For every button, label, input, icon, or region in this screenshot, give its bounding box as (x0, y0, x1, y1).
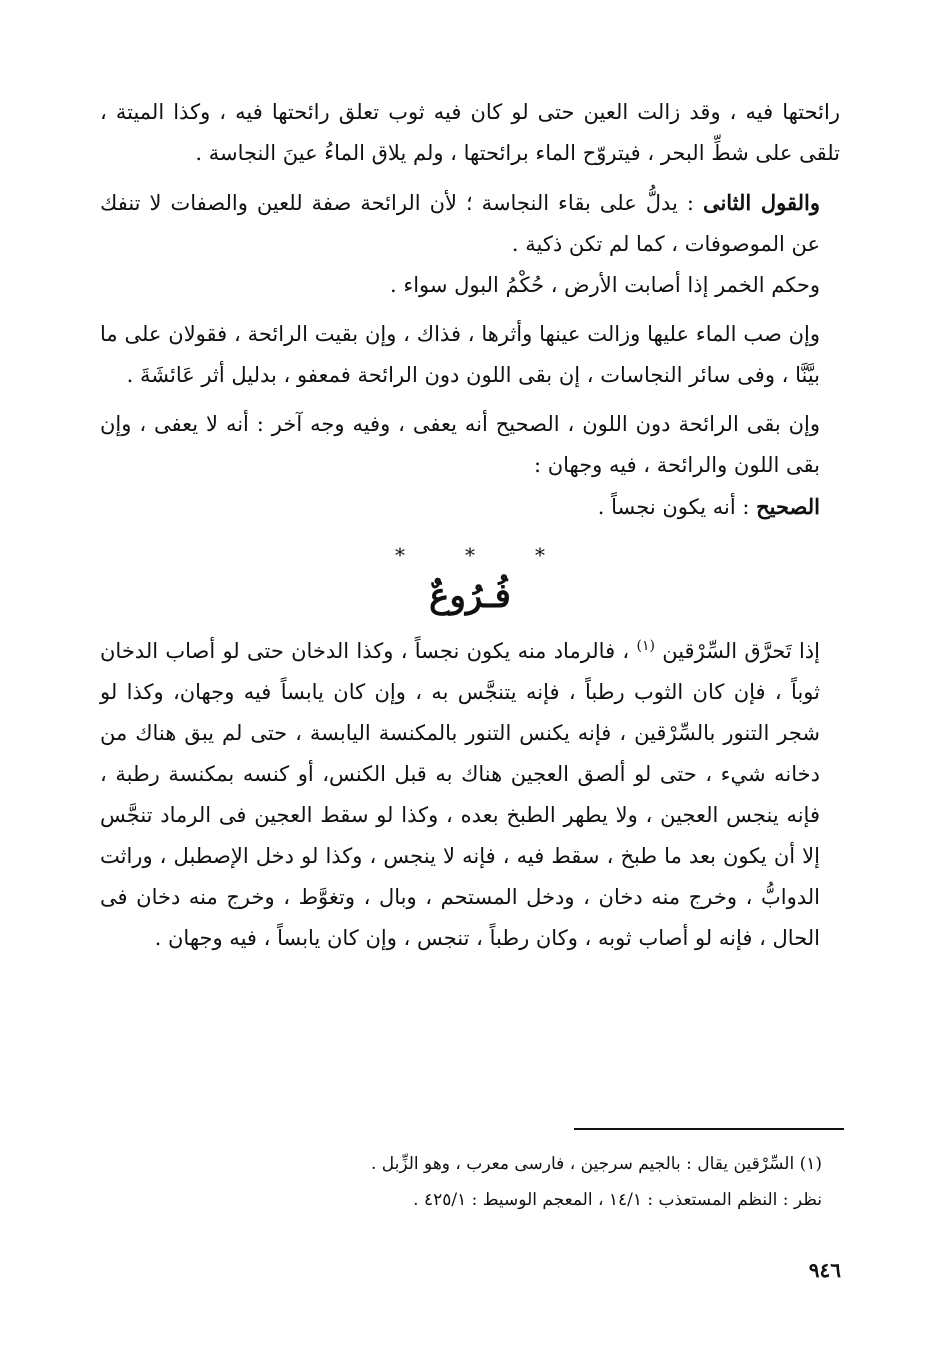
section-heading: فُـرُوعٌ (429, 576, 511, 616)
separator-star: * (395, 543, 405, 567)
furu-text-rest: ، فالرماد منه يكون نجساً ، وكذا الدخان حتى لو أصاب الدخان ثوباً ، فإن كان الثوب رطباً ، فإنه يتنجَّس به ، وإن كان يابساً فيه وجهان، وكذا لو شجر التنور بالسِّرْقين ، فإنه يكنس التنور بالمكنسة اليابسة ، حتى لم يبق هناك من دخانه شيء ، حتى لو ألصق العجين هناك به قبل الكنس، أو كنسه بمكنسة رطبة ، فإنه ينجس العجين ، ولا يطهر الطبخ بعده ، وكذا لو سقط العجين فى الرماد تنجَّس إلا أن يكون بعد ما طبخ ، سقط فيه ، فإنه لا ينجس ، وكذا لو دخل الإصطبل ، وراثت الدوابُّ ، وخرج منه دخان ، ودخل المستحم ، وبال ، وتغوَّط ، وخرج منه دخان فى الحال ، فإنه لو أصاب ثوبه ، وكان رطباً ، تنجس ، وإن كان يابساً ، فيه وجهان . (100, 639, 820, 950)
footnote-2: نظر : النظم المستعذب : ١٤/١ ، المعجم الوسيط : ٤٢٥/١ . (413, 1190, 822, 1210)
paragraph-6-text: : أنه يكون نجساً . (597, 495, 757, 519)
paragraph-4-text: وإن صب الماء عليها وزالت عينها وأثرها ، فذاك ، وإن بقيت الرائحة ، فقولان على ما بيَّنَّا ، وفى سائر النجاسات ، إن بقى اللون دون الرائحة فمعفو ، بدليل أثر عَائشَةَ . (100, 322, 820, 387)
paragraph-6-lead: الصحيح (756, 494, 820, 519)
footnote-divider (574, 1128, 844, 1130)
paragraph-5 (100, 404, 840, 486)
section-separator (100, 540, 840, 570)
footnotes (222, 1146, 822, 1218)
footnote-1: (١) السِّرْقين يقال : بالجيم سرجين ، فارسى معرب ، وهو الزِّبل . (370, 1154, 822, 1174)
paragraph-3 (100, 265, 840, 306)
footnote-reference: (١) (636, 638, 655, 654)
furu-text-start: إذا تَحرَّق السِّرْقين (654, 639, 820, 663)
furu-paragraph (100, 626, 840, 959)
paragraph-6 (100, 486, 840, 528)
separator-star: * (465, 543, 475, 567)
paragraph-3-text: وحكم الخمر إذا أصابت الأرض ، حُكْمُ البول سواء . (389, 273, 820, 297)
page-body (100, 92, 840, 959)
paragraph-4 (100, 314, 840, 396)
paragraph-1 (100, 92, 840, 174)
page-number: ٩٤٦ (808, 1258, 841, 1282)
paragraph-2-lead: والقول الثانى (702, 190, 820, 215)
paragraph-2 (100, 182, 840, 265)
separator-star: * (535, 543, 545, 567)
paragraph-2-text: : يدلُّ على بقاء النجاسة ؛ لأن الرائحة صفة للعين والصفات لا تنفك عن الموصوفات ، كما لم تكن ذكية . (100, 191, 820, 256)
paragraph-5-text: وإن بقى الرائحة دون اللون ، الصحيح أنه يعفى ، وفيه وجه آخر : أنه لا يعفى ، وإن بقى اللون والرائحة ، فيه وجهان : (100, 412, 820, 477)
paragraph-1-text: رائحتها فيه ، وقد زالت العين حتى لو كان فيه ثوب تعلق رائحتها فيه ، وكذا الميتة ، تلقى على شطِّ البحر ، فيتروّح الماء برائحتها ، ولم يلاق الماءُ عينَ النجاسة . (100, 100, 840, 165)
